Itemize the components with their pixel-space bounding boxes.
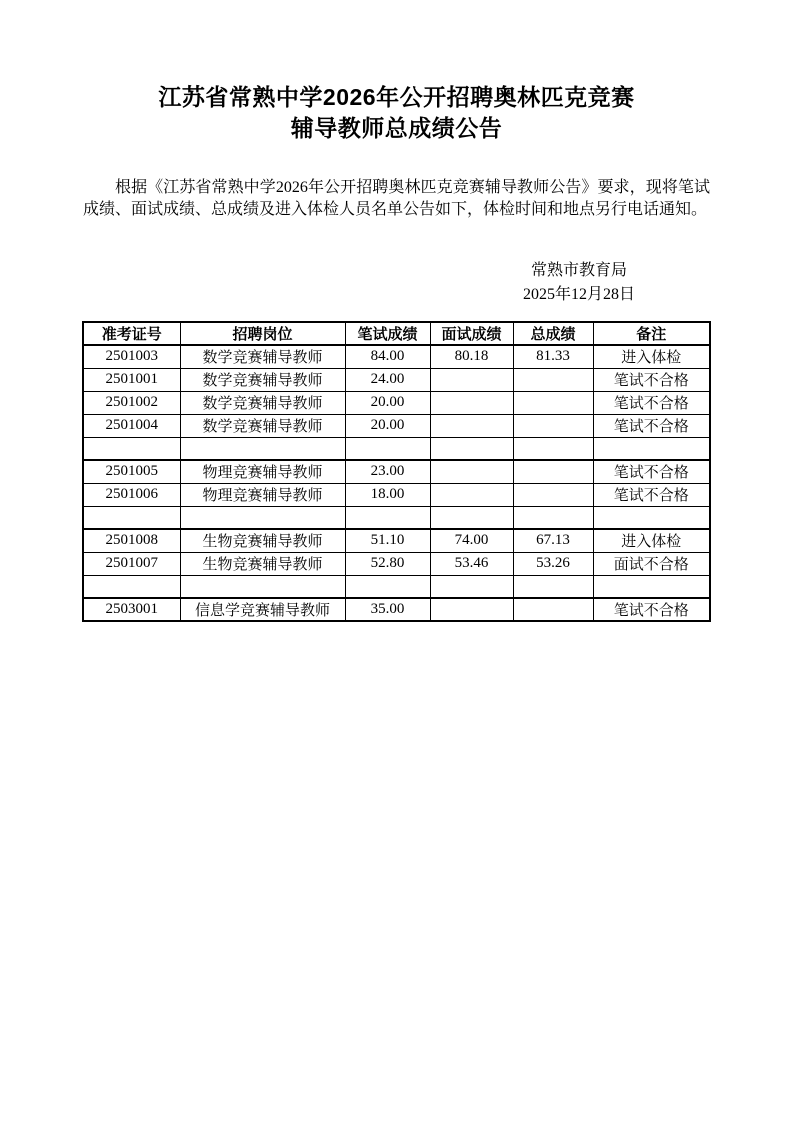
table-cell: 23.00 — [345, 460, 430, 483]
table-cell: 信息学竞赛辅导教师 — [180, 598, 345, 621]
table-cell: 84.00 — [345, 345, 430, 368]
table-cell — [513, 483, 593, 506]
table-cell — [513, 391, 593, 414]
table-cell: 67.13 — [513, 529, 593, 552]
table-cell: 2501001 — [83, 368, 180, 391]
table-cell — [83, 575, 180, 598]
table-cell: 2501002 — [83, 391, 180, 414]
results-table — [82, 321, 711, 622]
table-cell: 数学竞赛辅导教师 — [180, 345, 345, 368]
table-row — [83, 529, 710, 552]
table-cell: 20.00 — [345, 391, 430, 414]
table-cell — [430, 598, 513, 621]
header-cell-remark: 备注 — [593, 322, 710, 345]
table-header-row — [83, 322, 710, 345]
table-cell: 18.00 — [345, 483, 430, 506]
table-cell: 53.26 — [513, 552, 593, 575]
signature-issuer: 常熟市教育局 — [530, 262, 627, 279]
header-cell-exam-id: 准考证号 — [83, 322, 180, 345]
table-cell — [430, 437, 513, 460]
table-cell — [593, 575, 710, 598]
table-cell: 笔试不合格 — [593, 414, 710, 437]
header-cell-total-score: 总成绩 — [513, 322, 593, 345]
table-cell — [345, 437, 430, 460]
table-cell — [430, 575, 513, 598]
results-table-body — [83, 345, 710, 621]
table-cell: 数学竞赛辅导教师 — [180, 368, 345, 391]
table-cell: 笔试不合格 — [593, 460, 710, 483]
title-line-2: 辅导教师总成绩公告 — [290, 115, 503, 141]
table-row — [83, 368, 710, 391]
table-cell: 2501004 — [83, 414, 180, 437]
table-row — [83, 437, 710, 460]
table-cell: 进入体检 — [593, 345, 710, 368]
table-cell: 24.00 — [345, 368, 430, 391]
table-cell — [430, 391, 513, 414]
table-cell — [513, 575, 593, 598]
table-cell — [430, 483, 513, 506]
table-cell — [430, 368, 513, 391]
table-cell — [513, 368, 593, 391]
page-title — [0, 0, 793, 144]
results-table-wrap — [0, 321, 793, 622]
table-cell — [180, 437, 345, 460]
table-cell — [593, 506, 710, 529]
table-cell: 74.00 — [430, 529, 513, 552]
table-cell — [83, 437, 180, 460]
table-cell: 2501007 — [83, 552, 180, 575]
table-cell — [180, 506, 345, 529]
header-cell-position: 招聘岗位 — [180, 322, 345, 345]
header-cell-written-score: 笔试成绩 — [345, 322, 430, 345]
table-cell: 笔试不合格 — [593, 368, 710, 391]
table-cell — [513, 506, 593, 529]
table-cell — [430, 506, 513, 529]
table-cell: 2501008 — [83, 529, 180, 552]
table-cell: 53.46 — [430, 552, 513, 575]
table-cell: 51.10 — [345, 529, 430, 552]
table-cell: 35.00 — [345, 598, 430, 621]
table-row — [83, 414, 710, 437]
table-cell: 面试不合格 — [593, 552, 710, 575]
table-cell — [430, 414, 513, 437]
body-paragraph: 根据《江苏省常熟中学2026年公开招聘奥林匹克竞赛辅导教师公告》要求，现将笔试成绩、面试成绩、总成绩及进入体检人员名单公告如下，体检时间和地点另行电话通知。 — [83, 179, 710, 218]
table-cell — [430, 460, 513, 483]
table-cell: 物理竞赛辅导教师 — [180, 460, 345, 483]
table-cell — [513, 460, 593, 483]
table-row — [83, 483, 710, 506]
table-cell: 笔试不合格 — [593, 598, 710, 621]
table-cell: 物理竞赛辅导教师 — [180, 483, 345, 506]
table-cell — [345, 575, 430, 598]
table-cell — [83, 506, 180, 529]
table-cell: 2501005 — [83, 460, 180, 483]
table-cell: 2503001 — [83, 598, 180, 621]
table-cell — [180, 575, 345, 598]
table-cell — [513, 598, 593, 621]
table-cell: 2501006 — [83, 483, 180, 506]
table-cell: 进入体检 — [593, 529, 710, 552]
table-cell: 笔试不合格 — [593, 483, 710, 506]
table-cell: 生物竞赛辅导教师 — [180, 552, 345, 575]
table-cell: 52.80 — [345, 552, 430, 575]
table-row — [83, 460, 710, 483]
table-row — [83, 391, 710, 414]
table-cell: 笔试不合格 — [593, 391, 710, 414]
table-cell: 81.33 — [513, 345, 593, 368]
header-cell-interview-score: 面试成绩 — [430, 322, 513, 345]
table-cell: 数学竞赛辅导教师 — [180, 391, 345, 414]
table-cell: 数学竞赛辅导教师 — [180, 414, 345, 437]
table-row — [83, 345, 710, 368]
title-line-1: 江苏省常熟中学2026年公开招聘奥林匹克竞赛 — [158, 84, 635, 110]
table-cell: 80.18 — [430, 345, 513, 368]
table-row — [83, 506, 710, 529]
table-cell: 20.00 — [345, 414, 430, 437]
table-cell — [513, 414, 593, 437]
table-row — [83, 598, 710, 621]
table-cell — [513, 437, 593, 460]
signature-date: 2025年12月28日 — [522, 286, 635, 303]
table-cell — [593, 437, 710, 460]
table-cell: 生物竞赛辅导教师 — [180, 529, 345, 552]
table-cell: 2501003 — [83, 345, 180, 368]
signature-block — [523, 259, 635, 307]
table-cell — [345, 506, 430, 529]
table-row — [83, 552, 710, 575]
table-row — [83, 575, 710, 598]
